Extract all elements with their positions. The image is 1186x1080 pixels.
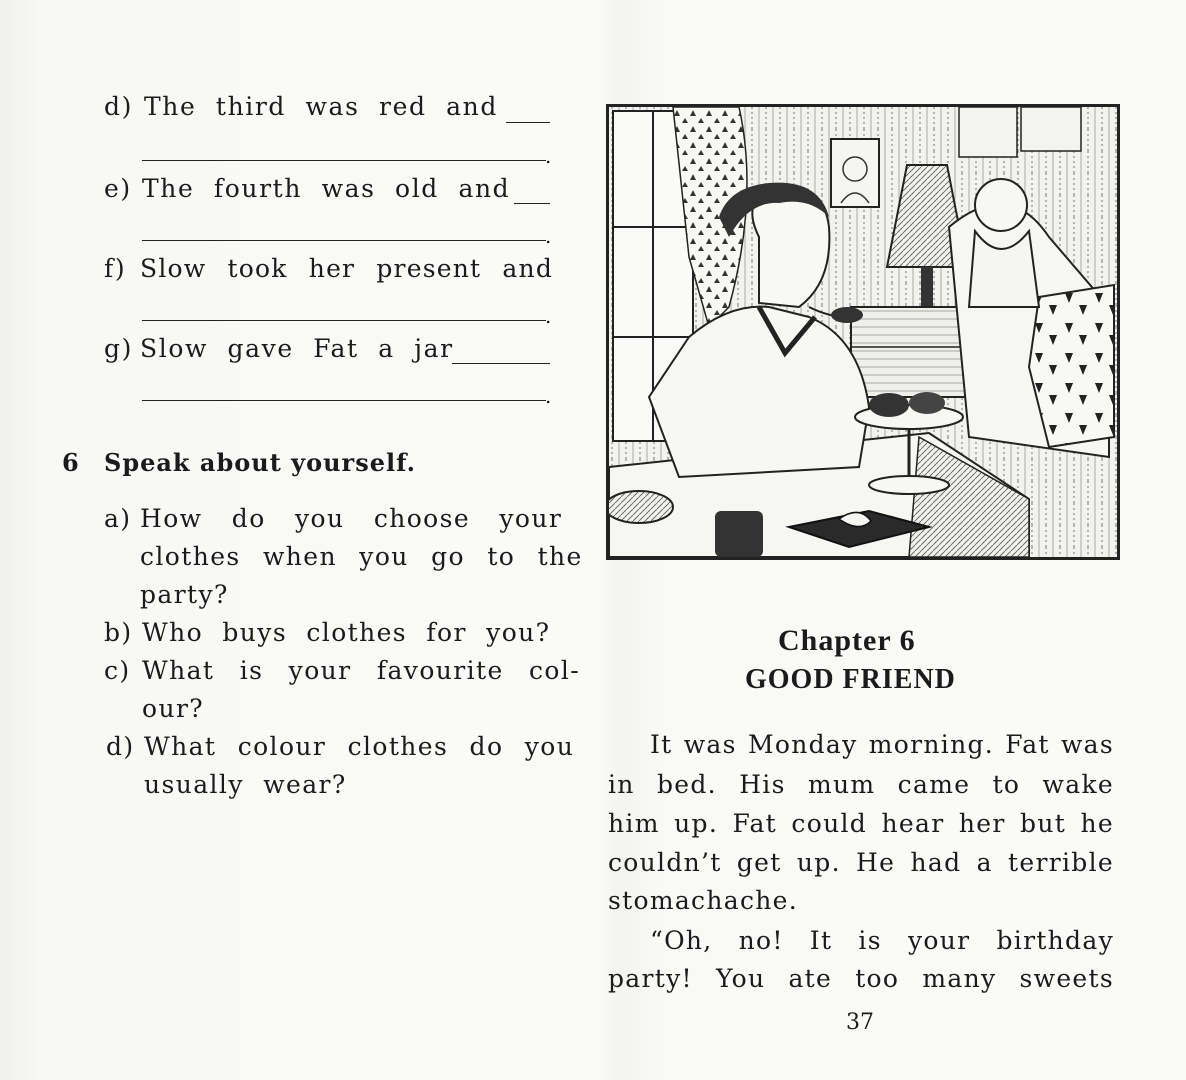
question-text: What is your favourite col-: [142, 656, 581, 685]
answer-blank[interactable]: [506, 122, 550, 123]
answer-blank[interactable]: [514, 203, 550, 204]
chapter-title: Chapter 6: [778, 624, 916, 657]
exercise-item-letter: e): [104, 174, 132, 203]
chapter-subtitle: GOOD FRIEND: [745, 664, 956, 695]
end-period: .: [545, 384, 552, 408]
question-text: usually wear?: [144, 770, 347, 799]
exercise-item-text: The fourth was old and: [142, 174, 511, 203]
question-letter: d): [106, 732, 135, 761]
exercise-number: 6: [62, 448, 79, 477]
story-line: couldn’t get up. He had a terrible: [608, 848, 1114, 877]
exercise-item-letter: d): [104, 92, 133, 121]
exercise-item-letter: f): [104, 254, 127, 283]
exercise-item-text: Slow gave Fat a jar: [140, 334, 454, 363]
end-period: .: [545, 304, 552, 328]
story-line: party! You ate too many sweets: [608, 964, 1114, 993]
end-period: .: [545, 144, 552, 168]
exercise-title: Speak about yourself.: [104, 448, 416, 477]
question-letter: b): [104, 618, 133, 647]
question-text: What colour clothes do you: [144, 732, 575, 761]
question-text: Who buys clothes for you?: [142, 618, 551, 647]
page-number: 37: [846, 1010, 874, 1035]
exercise-item-text: The third was red and: [144, 92, 498, 121]
question-text: How do you choose your: [140, 504, 563, 533]
chapter-illustration: [606, 104, 1120, 560]
story-line: stomachache.: [608, 886, 798, 915]
exercise-item-text: Slow took her present and: [140, 254, 554, 283]
story-line: him up. Fat could hear her but he: [608, 809, 1114, 838]
question-text: party?: [140, 580, 229, 609]
answer-blank[interactable]: [142, 160, 546, 161]
answer-blank[interactable]: [142, 240, 546, 241]
answer-blank[interactable]: [142, 320, 546, 321]
exercise-item-letter: g): [104, 334, 133, 363]
question-text: clothes when you go to the: [140, 542, 583, 571]
question-letter: c): [104, 656, 131, 685]
question-letter: a): [104, 504, 132, 533]
question-text: our?: [142, 694, 205, 723]
bedroom-scene-drawing: [609, 107, 1117, 557]
answer-blank[interactable]: [142, 400, 546, 401]
story-line: It was Monday morning. Fat was: [650, 730, 1114, 759]
story-line: in bed. His mum came to wake: [608, 770, 1114, 799]
end-period: .: [545, 224, 552, 248]
answer-blank[interactable]: [452, 363, 550, 364]
story-line: “Oh, no! It is your birthday: [650, 926, 1114, 955]
